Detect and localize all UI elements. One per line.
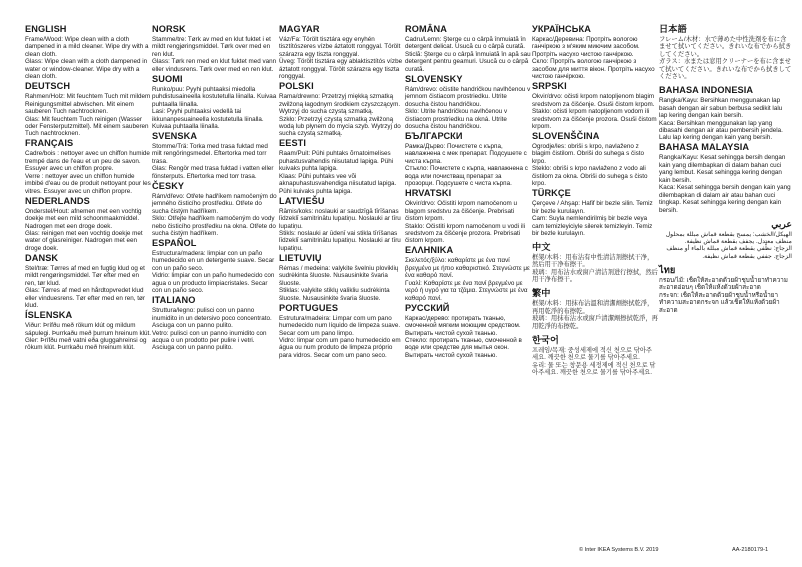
care-instructions: Okvir/drvo: Očistiti krpom namočenom u blagom sredstvu za čišćenje. Prebrisati čistom krpom. Staklo: Očistiti krpom namočenom u vodi ili sredstvom za čišćenje prozora. Prebrisati čistom krpom. bbox=[405, 200, 526, 245]
care-instructions: Stamme/tre: Tørk av med en klut fuktet i et mildt rengjøringsmiddel. Tørk over med en ren klut. Glass: Tørk ren med en klut fuktet med vann eller vindusrens. Tørk over med en ren klut. bbox=[152, 36, 277, 73]
section-bahasa-malaysia bbox=[659, 142, 792, 214]
care-instructions: 框架/木料：用布沾有中性清洁剂擦拭干净，然后用干净布擦干。 玻璃：用布沾水或窗户清洁剂进行擦拭，然后用干净布擦干。 bbox=[532, 253, 658, 284]
language-heading: SVENSKA bbox=[152, 130, 198, 141]
language-heading: NORSK bbox=[152, 24, 186, 34]
care-instructions: الهيكل/الخشب: يمسح بقطعة قماش مبللة بمحلول منظف معتدل. يجفف بقطعة قماش نظيفة. الزجاج: نظّفي بقطعة قماش مبللة بالماء أو منظف الزجاج. جففي بقطعة قماش نظيفة. bbox=[665, 230, 792, 260]
section-turkce bbox=[532, 188, 658, 237]
care-instructions: 框架/木料：用抹布沾溫和清潔劑擦拭乾淨，再用乾淨的布擦乾。 玻璃：用抹布沾水或窗戶清潔劑擦拭乾淨，再用乾淨的布擦乾。 bbox=[532, 300, 658, 330]
section-magyar bbox=[279, 24, 405, 81]
section-fanzhong bbox=[532, 288, 658, 330]
care-instructions: Cadre/bois : nettoyer avec un chiffon humide trempé dans de l'eau et un peu de savon. Essuyer avec un chiffon propre. Verre : nettoyer avec un chiffon humide imbibé d'eau ou de produit nettoyant pour les vitres. Essuyer avec un chiffon propre. bbox=[25, 150, 151, 195]
care-instructions: Okvir/drvo: očisti krpom natopljenom blagim sredstvom za čišćenje. Osuši čistom krpom. Staklo: očisti krpom natopljenom vodom ili sredstvom za čišćenje prozora. Osuši čistom krpom. bbox=[532, 93, 657, 131]
language-heading: EESTI bbox=[279, 138, 307, 149]
section-nederlands bbox=[25, 196, 151, 253]
care-instructions: Ogrodje/les: obriši s krpo, navlaženo z blagim čistilom. Obriši do suhega s čisto krpo. Steklo: obriši s krpo navlaženo z vodo ali čistilom za okna. Obriši do suhega s čisto krpo. bbox=[532, 142, 648, 188]
care-instructions: Σκελετός/ξύλο: καθαρίστε με ένα πανί βρεγμένο με ήπιο καθαριστικό. Στεγνώστε με ένα καθαρό πανί. Γυαλί: Καθαρίστε με ένα πανί βρεγμένο με νερό ή υγρό για τα τζάμια. Στεγνώστε με ένα καθαρό πανί. bbox=[405, 257, 530, 302]
care-instructions: Рамка/Дърво: Почистете с кърпа, навлажнена с мек препарат. Подсушете с чиста кърпа. Стъкло: Почистете с кърпа, навлажнена с вода или почистващ препарат за прозорци. Подсушете с чиста кърпа. bbox=[405, 142, 528, 188]
language-heading: УКРАЇНСЬКА bbox=[532, 24, 591, 34]
care-instructions: Rahmen/Holz: Mit feuchtem Tuch mit mildem Reinigungsmittel abwischen. Mit einem sauberen Tuch nachtrocknen. Glas: Mit feuchtem Tuch reinigen (Wasser oder Fensterputzmittel). Mit einem sauberen Tuch nachtrocknen. bbox=[25, 93, 151, 138]
column-4 bbox=[405, 24, 531, 360]
section-slovensky bbox=[405, 74, 531, 131]
section-svenska bbox=[152, 131, 278, 180]
care-instructions: Rama/drewno: Przetrzyj miękką szmatką zwilżoną łagodnym środkiem czyszczącym. Wytrzyj do sucha czystą szmatką. Szkło: Przetrzyj czystą szmatką zwilżoną wodą lub płynem do mycia szyb. Wytrzyj do sucha czystą szmatką. bbox=[279, 93, 401, 138]
language-heading: РУССКИЙ bbox=[405, 302, 450, 313]
language-heading: عربي bbox=[771, 218, 792, 229]
section-eesti bbox=[279, 138, 405, 195]
care-instructions: Runko/puu: Pyyhi puhtaaksi miedolla puhdistusaineella kostutetulla liinalla. Kuivaa puhtaalla liinalla. Lasi: Pyyhi puhtaaksi vedellä tai ikkunanpesuaineella kostutetulla liinalla. Kuivaa puhtaalla liinalla. bbox=[152, 85, 277, 131]
language-heading: LATVIEŠU bbox=[279, 195, 325, 206]
column-1 bbox=[25, 24, 151, 352]
language-heading: SLOVENSKY bbox=[405, 73, 463, 84]
care-instructions: Cadru/Lemn: Şterge cu o cârpă înmuiată în detergent delicat. Usucă cu o cârpă curată. Sticlă: Şterge cu o cârpă înmuiată în apă sau detergent pentru geamuri. Usucă cu o cârpă curată. bbox=[405, 36, 531, 73]
language-heading: HRVATSKI bbox=[405, 188, 452, 199]
language-heading: PORTUGUES bbox=[279, 302, 339, 313]
care-instructions: Stel/træ: Tørres af med en fugtig klud og et mildt rengøringsmiddel. Tør efter med en ren, tør klud. Glas: Tørres af med en hårdtopvredet klud eller vinduesrens. Tør efter med en ren, tør klud. bbox=[25, 264, 145, 310]
section-hangugeo bbox=[532, 335, 658, 377]
care-instructions: Rėmas / medeina: valykite švelniu ploviklių sudrėkinta šluoste. Nusausinkite švaria šluoste. Stiklas: valykite stiklų valikliu sudrėkinta šluoste. Nusausinkite švaria šluoste. bbox=[279, 264, 399, 302]
language-heading: ČESKY bbox=[152, 180, 185, 191]
column-6 bbox=[659, 24, 792, 315]
section-francais bbox=[25, 138, 151, 195]
care-instructions: Váz/Fa: Törölt tisztára egy enyhén tisztítószeres vízbe áztatott ronggyal. Törölt szárazra egy tiszta ronggyal. Üveg: Törölt tisztára egy ablaktisztítós vízbe áztatott ronggyal. Törölt szárazra egy tiszta ronggyal. bbox=[279, 36, 403, 81]
language-heading: BAHASA INDONESIA bbox=[659, 85, 754, 96]
language-heading: ΕΛΛΗΝΙΚΑ bbox=[405, 245, 454, 256]
section-zhongwen bbox=[532, 242, 658, 284]
care-instructions: Rám/drevo: očistite handričkou navlhčenou v jemnom čistiacom prostriedku. Utrite dosucha čistou handričkou. Sklo: Utrite handričkou navlhčenou v čistiacom prostriedku na okná. Utrite dosucha čistou handričkou. bbox=[405, 85, 531, 131]
care-instructions: Raam/Puit: Pühi puhtaks õrnatoimelises puhastusvahendis niisutatud lapiga. Pühi kuivaks puhta lapiga. Klaas: Pühi puhtaks vee või aknapuhastusvahendiga niisutatud lapiga. Pühi kuivaks puhta lapiga. bbox=[279, 150, 397, 195]
language-heading: ESPAÑOL bbox=[152, 237, 197, 248]
section-latviesu bbox=[279, 196, 405, 253]
language-heading: ENGLISH bbox=[25, 24, 67, 34]
section-slovenscina bbox=[532, 131, 658, 188]
section-srpski bbox=[532, 81, 658, 130]
section-bulgarski bbox=[405, 131, 531, 188]
language-heading: ROMÂNA bbox=[405, 24, 447, 34]
section-ukrainska bbox=[532, 24, 658, 81]
section-ellinika bbox=[405, 245, 531, 302]
language-heading: SUOMI bbox=[152, 73, 183, 84]
care-instructions: Rāmis/koks: noslauki ar saudzīgā tīrīšanas līdzeklī samitrinātu lupatiņu. Noslauki ar tīru lupatiņu. Stikls: noslauki ar ūdenī vai stikla tīrīšanas līdzeklī samitrinātu lupatiņu. Noslauki ar tīru lupatiņu. bbox=[279, 207, 401, 252]
care-instructions: Rám/dřevo: Otřete hadříkem namočeným do jemného čisticího prostředku. Otřete do sucha čistým hadříkem. Sklo: Otřejte hadříkem namočeným do vody nebo čisticího prostředku na okna. Otřete do sucha čistým hadříkem. bbox=[152, 192, 277, 238]
language-heading: TÜRKÇE bbox=[532, 188, 571, 199]
language-heading: ÍSLENSKA bbox=[25, 310, 73, 321]
care-instructions: Çerçeve / Ahşap: Hafif bir bezle silin. Temiz bir bezle kurulayın. Cam: Suyla nemlendirilmiş bir bezle veya cam temizleyiciyle silerek temizleyin. Temiz bir bezle kurulayın. bbox=[532, 200, 653, 238]
language-heading: 中文 bbox=[532, 241, 551, 252]
care-instructions: Каркас/дерево: протирать тканью, смоченной мягким моющим средством. Вытирать чистой сухой тканью. Стекло: протирать тканью, смоченной в воде или средстве для мытья окон. Вытирать чистой сухой тканью. bbox=[405, 314, 522, 359]
language-heading: 한국어 bbox=[532, 334, 559, 345]
care-instructions: Каркас/Деревина: Протріть вологою ганчіркою з м'яким миючим засобом. Протріть насухо чистою ганчіркою. Скло: Протріть вологою ганчіркою з засобом для миття вікон. Протріть насухо чистою ганчіркою. bbox=[532, 36, 655, 81]
section-bahasa-indonesia bbox=[659, 85, 792, 142]
care-instructions: กรอบ/ไม้: เช็ดให้สะอาดด้วยผ้าชุบน้ำยาทำความสะอาดอ่อนๆ เช็ดให้แห้งด้วยผ้าสะอาด กระจก: เช็ดให้สะอาดด้วยผ้าชุบน้ำหรือน้ำยาทำความสะอาดกระจก แล้วเช็ดให้แห้งด้วยผ้าสะอาด bbox=[659, 276, 788, 314]
section-suomi bbox=[152, 74, 278, 131]
section-lietuviu bbox=[279, 253, 405, 302]
language-heading: DANSK bbox=[25, 252, 59, 263]
column-5 bbox=[532, 24, 658, 377]
care-instructions: Estructura/madera: limpiar con un paño humedecido en un detergente suave. Secar con un paño seco. Vidrio: limpiar con un paño humedecido con agua o un producto limpiacristales. Secar con un paño seco. bbox=[152, 249, 275, 295]
column-3 bbox=[279, 24, 405, 360]
section-cesky bbox=[152, 181, 278, 238]
section-deutsch bbox=[25, 81, 151, 138]
care-instructions: 프레임/목재: 중성세제에 적신 천으로 닦아주세요. 깨끗한 천으로 물기를 닦아주세요. 유리: 물 또는 창문용 세정제에 적신 천으로 닦아주세요. 깨끗한 천으로 물기를 닦아주세요. bbox=[532, 346, 656, 376]
section-italiano bbox=[152, 295, 278, 352]
section-hrvatski bbox=[405, 188, 531, 245]
care-instructions: Frame/Wood: Wipe clean with a cloth dampened in a mild cleaner. Wipe dry with a clean cloth. Glass: Wipe clean with a cloth dampened in water or window-cleaner. Wipe dry with a clean cloth. bbox=[25, 36, 149, 81]
section-english bbox=[25, 24, 151, 81]
section-nihongo bbox=[659, 24, 792, 81]
care-instructions: Struttura/legno: pulisci con un panno inumidito in un detersivo poco concentrato. Asciuga con un panno pulito. Vetro: pulisci con un panno inumidito con acqua o un prodotto per pulire i vetri. Asciuga con un panno pulito. bbox=[152, 307, 272, 352]
document-number: AA-2180179-1 bbox=[732, 547, 769, 553]
section-islenska bbox=[25, 310, 151, 352]
care-instructions: Estrutura/madeira: Limpar com um pano humedecido num líquido de limpeza suave. Secar com um pano limpo. Vidro: limpar com um pano humedecido em água ou num produto de limpeza próprio para vidros. Secar com um pano seco. bbox=[279, 314, 401, 359]
column-2 bbox=[152, 24, 278, 352]
care-instructions: Stomme/Trä: Torka med trasa fuktad med milt rengöringsmedel. Eftertorka med torr trasa. Glas: Rengör med trasa fuktad i vatten eller fönsterputs. Eftertorka med torr trasa. bbox=[152, 142, 274, 180]
section-dansk bbox=[25, 253, 151, 310]
section-romana bbox=[405, 24, 531, 73]
copyright-notice: © Inter IKEA Systems B.V. 2019 bbox=[579, 547, 659, 553]
language-heading: POLSKI bbox=[279, 81, 314, 92]
care-instructions: Onderstel/Hout: afnemen met een vochtig doekje met een mild schoonmaakmiddel. Nadrogen met een droge doek. Glas: reinigen met een vochtig doekje met water of glasreiniger. Nadrogen met een droge doek. bbox=[25, 207, 143, 252]
care-instructions: フレーム/木材：水で薄めた中性洗剤を布に含ませて拭いてください。きれいな布でから拭きしてください。 ガラス：水または窓用クリーナーを布に含ませて拭いてください。きれいな布でから拭きしてください。 bbox=[659, 36, 792, 81]
language-heading: 繁中 bbox=[532, 288, 551, 299]
language-heading: MAGYAR bbox=[279, 24, 320, 34]
section-espanol bbox=[152, 238, 278, 295]
care-instructions: Rangka/Kayu: Bersihkan menggunakan lap basah dengan air sabun berbusa sedikit lalu lap kering dengan kain bersih. Kaca: Bersihkan menggunakan lap yang dibasahi dengan air atau pembersih jendela. Lalu lap kering dengan kain yang bersih. bbox=[659, 97, 783, 142]
language-heading: BAHASA MALAYSIA bbox=[659, 142, 750, 153]
section-portugues bbox=[279, 303, 405, 360]
language-heading: NEDERLANDS bbox=[25, 195, 90, 206]
language-heading: БЪЛГАРСКИ bbox=[405, 130, 463, 141]
language-heading: LIETUVIŲ bbox=[279, 252, 322, 263]
section-russkiy bbox=[405, 303, 531, 360]
language-heading: ไทย bbox=[659, 264, 676, 275]
language-heading: ITALIANO bbox=[152, 295, 196, 306]
section-arabi bbox=[659, 219, 792, 261]
care-instructions: Rangka/Kayu: Kesat sehingga bersih dengan kain yang dilembapkan di dalam bahan cuci yang lembut. Kesat sehingga kering dengan kain bersih. Kaca: Kesat sehingga bersih dengan kain yang dilembapkan di dalam air atau bahan cuci tingkap. Kesat sehingga kering dengan kain bersih. bbox=[659, 154, 791, 214]
language-heading: SLOVENŠČINA bbox=[532, 130, 600, 141]
section-norsk bbox=[152, 24, 278, 73]
language-heading: FRANÇAIS bbox=[25, 138, 74, 149]
section-thai bbox=[659, 265, 792, 314]
section-polski bbox=[279, 81, 405, 138]
care-instructions: Viður: Þrífðu með rökum klút og mildum sápulegi. Þurrkaðu með þurrum hreinum klút. Gler: Þrífðu með vatni eða gluggahreinsi og rökum klút. Þurrkaðu með hreinum klút. bbox=[25, 322, 151, 352]
language-heading: SRPSKI bbox=[532, 81, 567, 92]
language-heading: DEUTSCH bbox=[25, 81, 71, 92]
language-heading: 日本語 bbox=[659, 24, 687, 34]
